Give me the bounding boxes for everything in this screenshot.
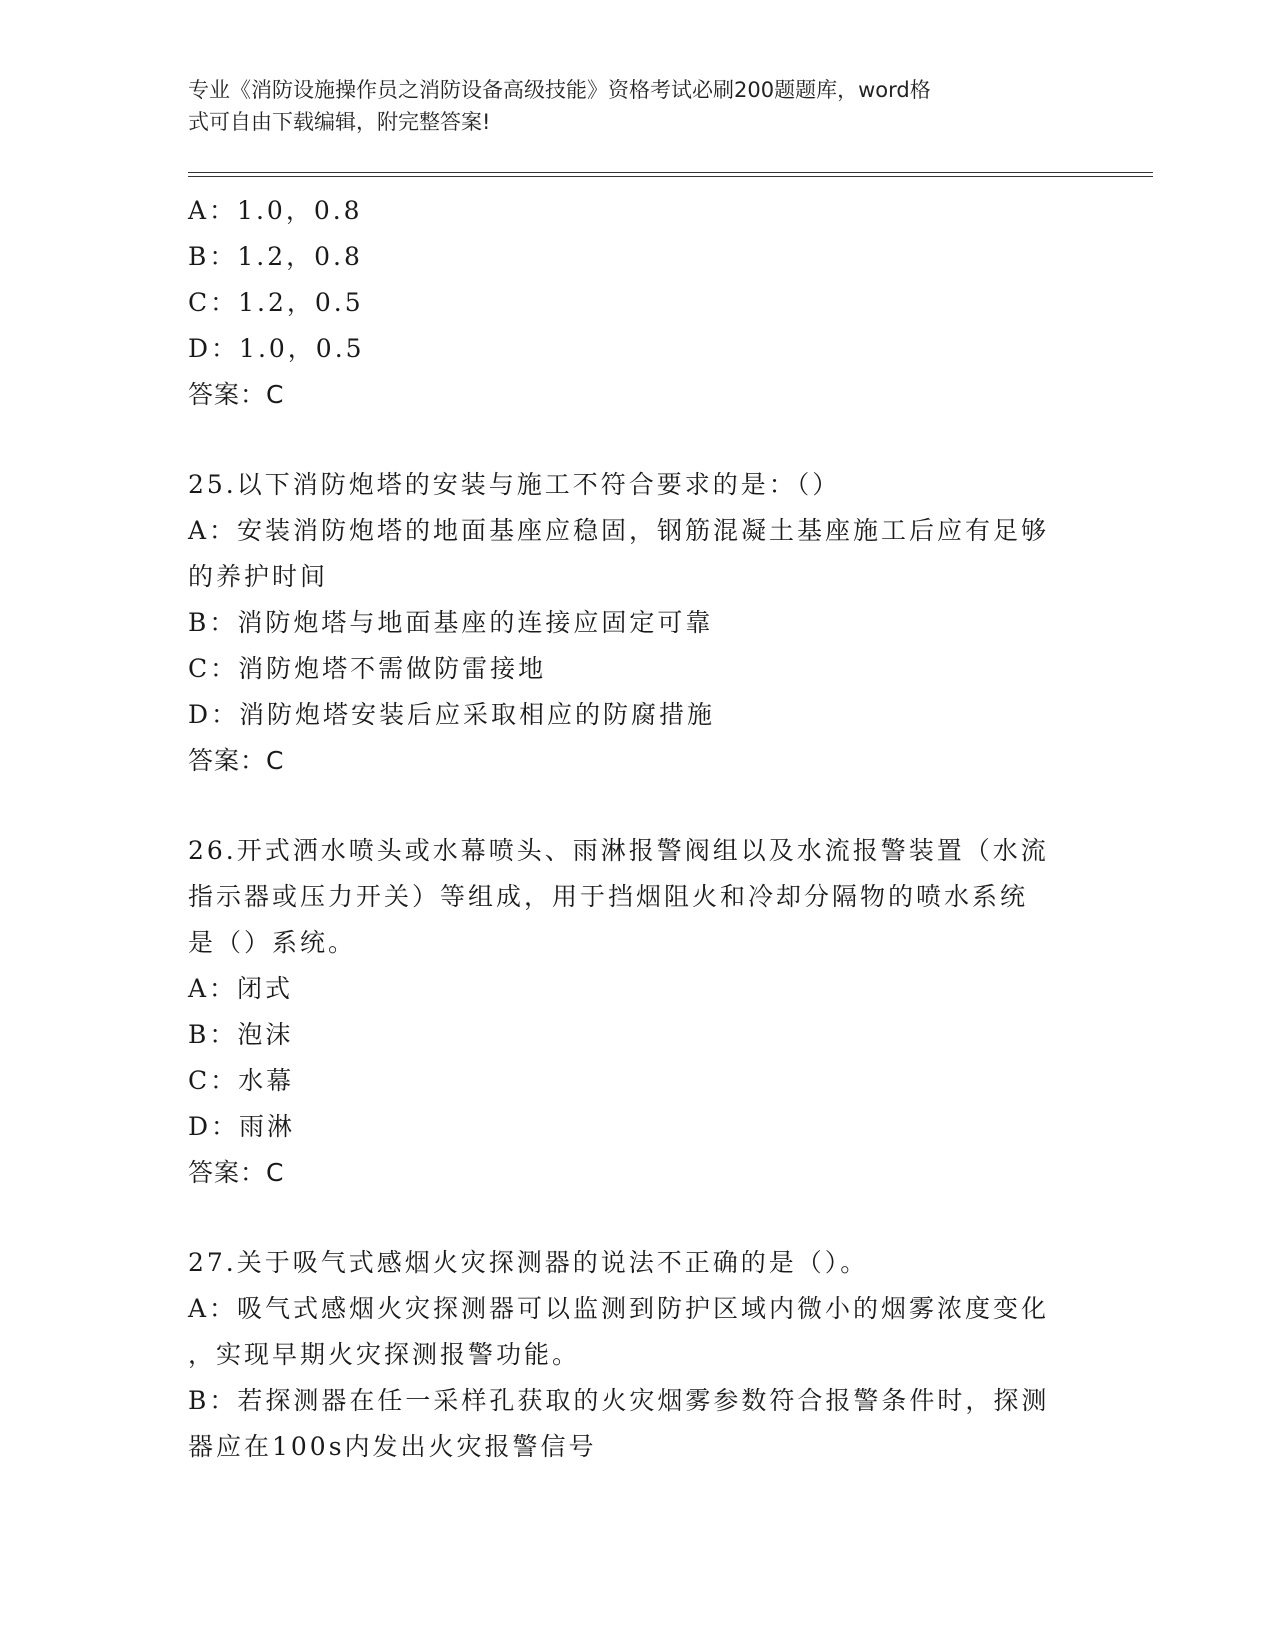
header-line-2: 式可自由下载编辑，附完整答案! <box>188 110 491 134</box>
answer: 答案：C <box>188 1158 285 1187</box>
document-header <box>188 74 1068 138</box>
option-a: A：安装消防炮塔的地面基座应稳固，钢筋混凝土基座施工后应有足够 <box>188 516 1050 545</box>
option-a: A：吸气式感烟火灾探测器可以监测到防护区域内微小的烟雾浓度变化 <box>188 1294 1050 1323</box>
question-text-continued: 是（）系统。 <box>188 928 357 957</box>
header-divider-top <box>188 172 1153 173</box>
option-d: D：消防炮塔安装后应采取相应的防腐措施 <box>188 700 716 729</box>
header-line-1: 专业《消防设施操作员之消防设备高级技能》资格考试必刷200题题库，word格 <box>188 78 931 102</box>
question-text: 27.关于吸气式感烟火灾探测器的说法不正确的是（）。 <box>188 1248 869 1277</box>
header-divider-bottom <box>188 176 1153 177</box>
question-text-continued: 指示器或压力开关）等组成，用于挡烟阻火和冷却分隔物的喷水系统 <box>188 882 1029 911</box>
question-text: 25.以下消防炮塔的安装与施工不符合要求的是：（） <box>188 470 841 499</box>
option-b: B：泡沫 <box>188 1020 294 1049</box>
question-25-block <box>188 462 1088 784</box>
option-a: A：1.0，0.8 <box>188 196 363 225</box>
option-a: A：闭式 <box>188 974 294 1003</box>
option-c: C：消防炮塔不需做防雷接地 <box>188 654 547 683</box>
option-b-continued: 器应在100s内发出火灾报警信号 <box>188 1432 597 1461</box>
option-c: C：水幕 <box>188 1066 295 1095</box>
option-a-continued: 的养护时间 <box>188 562 329 591</box>
question-text: 26.开式洒水喷头或水幕喷头、雨淋报警阀组以及水流报警装置（水流 <box>188 836 1049 865</box>
answer: 答案：C <box>188 746 285 775</box>
option-c: C：1.2，0.5 <box>188 288 364 317</box>
option-b: B：若探测器在任一采样孔获取的火灾烟雾参数符合报警条件时，探测 <box>188 1386 1050 1415</box>
question-26-block <box>188 828 1088 1196</box>
answer: 答案：C <box>188 380 285 409</box>
option-d: D：1.0，0.5 <box>188 334 365 363</box>
question-24-block <box>188 188 1088 418</box>
option-b: B：消防炮塔与地面基座的连接应固定可靠 <box>188 608 714 637</box>
question-27-block <box>188 1240 1088 1470</box>
question-list <box>188 188 1088 1470</box>
option-a-continued: ，实现早期火灾探测报警功能。 <box>188 1340 581 1369</box>
option-b: B：1.2，0.8 <box>188 242 363 271</box>
option-d: D：雨淋 <box>188 1112 296 1141</box>
